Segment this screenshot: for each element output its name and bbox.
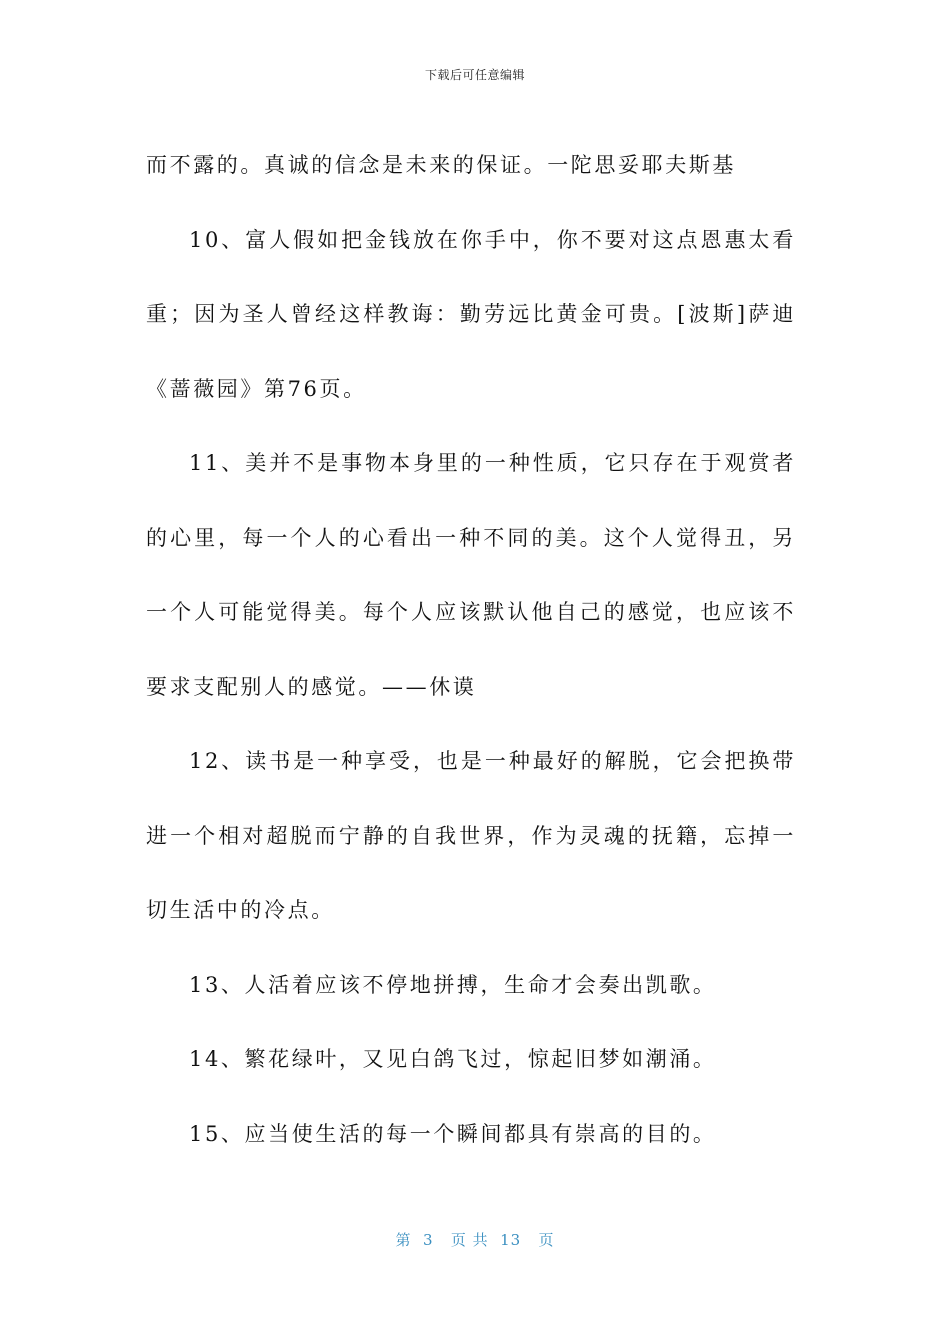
page-header: 下载后可任意编辑 (424, 68, 525, 82)
page-footer: 第 3 页 共 13 页 (395, 1231, 555, 1249)
paragraph-item-12: 12、读书是一种享受，也是一种最好的解脱，它会把换带进一个相对超脱而宁静的自我世界，作为灵魂的抚籍，忘掉一切生活中的冷点。 (146, 749, 796, 922)
paragraph-item-15: 15、应当使生活的每一个瞬间都具有崇高的目的。 (189, 1121, 717, 1146)
paragraph-item-13: 13、人活着应该不停地拼搏，生命才会奏出凯歌。 (189, 972, 717, 997)
paragraph-item-14: 14、繁花绿叶，又见白鸽飞过，惊起旧梦如潮涌。 (189, 1047, 717, 1071)
paragraph-continuation: 而不露的。真诚的信念是未来的保证。一陀思妥耶夫斯基 (146, 153, 736, 177)
paragraph-item-10: 10、富人假如把金钱放在你手中，你不要对这点恩惠太看重；因为圣人曾经这样教诲：勤劳远比黄金可贵。[波斯]萨迪《蔷薇园》第76页。 (146, 227, 796, 401)
document-body (146, 128, 796, 1171)
paragraph-item-11: 11、美并不是事物本身里的一种性质，它只存在于观赏者的心里，每一个人的心看出一种不同的美。这个人觉得丑，另一个人可能觉得美。每个人应该默认他自己的感觉，也应该不要求支配别人的感觉。——休谟 (146, 451, 796, 699)
